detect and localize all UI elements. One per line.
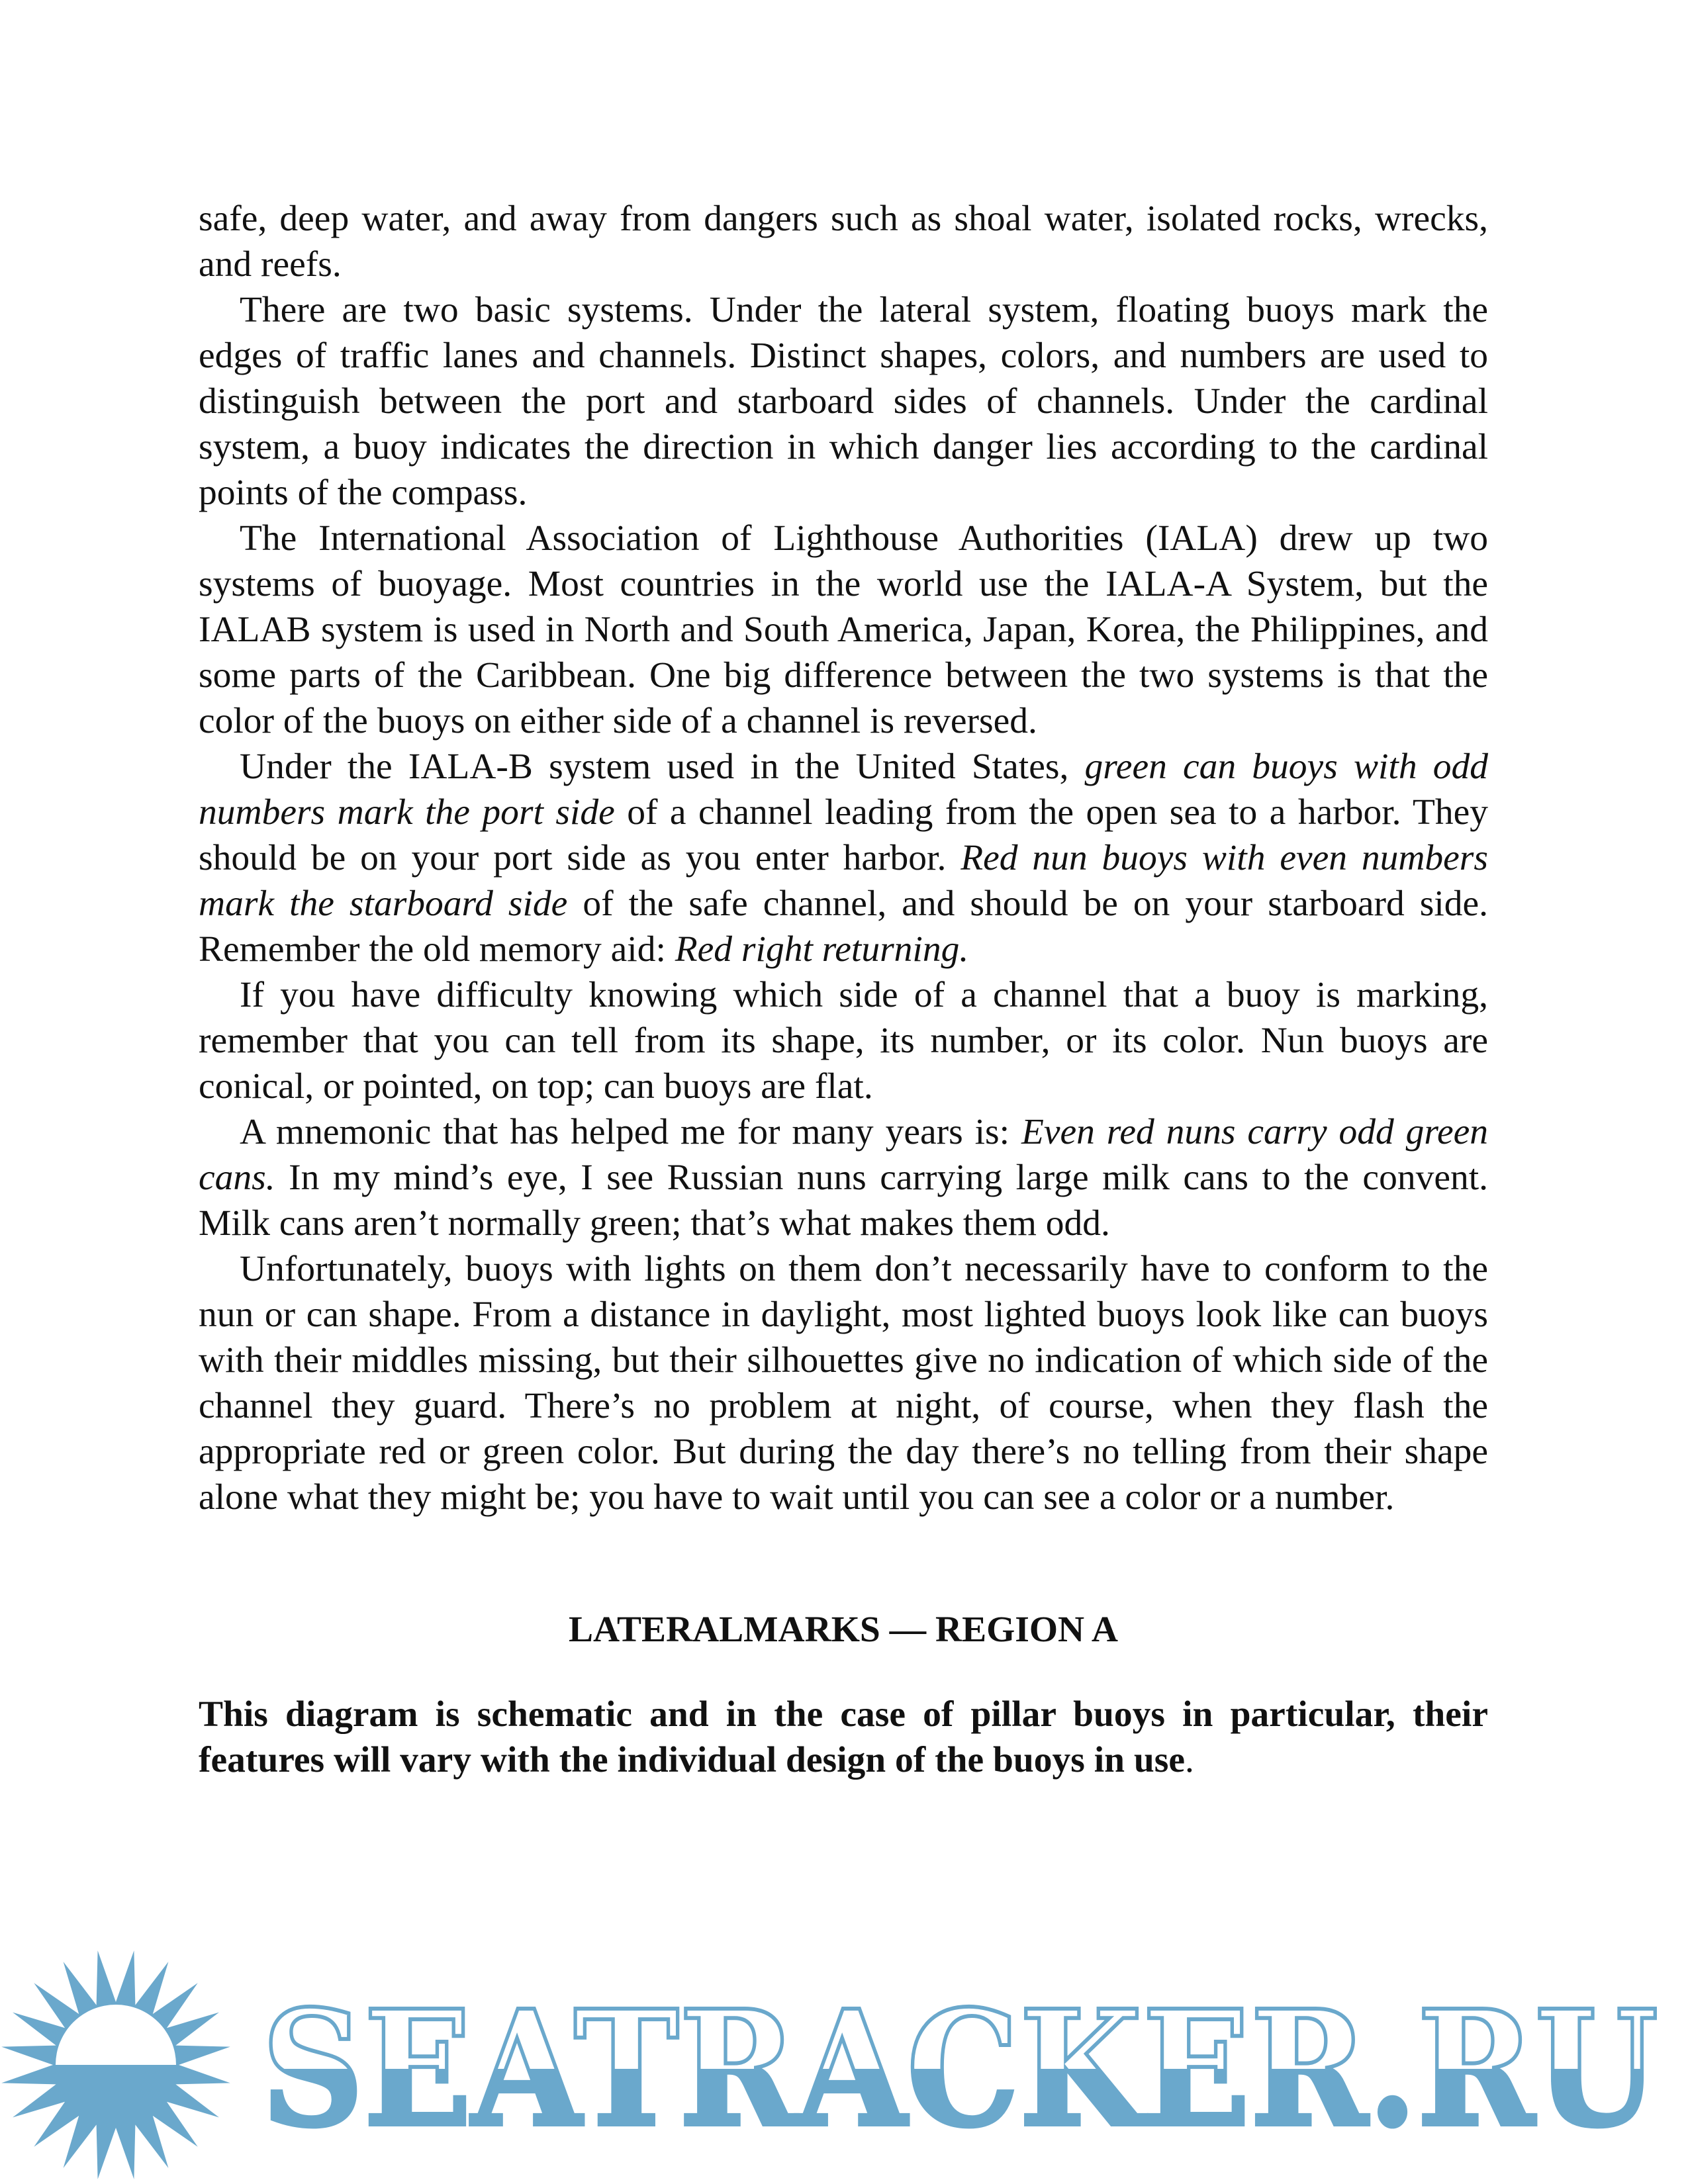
italic-phrase: Even red nuns carry odd green cans. (199, 1112, 1488, 1198)
paragraph (199, 196, 1488, 287)
italic-phrase: Red nun buoys with even numbers mark the starboard side (199, 838, 1489, 924)
text-run: The International Association of Lighthouse Authorities (IALA) drew up two systems of buoyage. Most countries in the world use the IALA-A System, but the IALAB system is used in North and South America, Japan, Korea, the Philippines, and some parts of the Caribbean. One big difference between the two systems is that the color of the buoys on either side of a channel is reversed. (199, 518, 1488, 741)
paragraph (199, 1109, 1488, 1246)
section-title: LATERALMARKS — REGION A (568, 1610, 1119, 1650)
text-run: of the safe channel, and should be on your starboard side. Remember the old memory aid: (199, 884, 1488, 970)
paragraph (199, 516, 1488, 744)
sun-icon (1, 1950, 230, 2179)
text-run: A mnemonic that has helped me for many years is: (240, 1112, 1021, 1152)
diagram-note (199, 1692, 1488, 1783)
text-run: There are two basic systems. Under the lateral system, floating buoys mark the edges of traffic lanes and channels. Distinct shapes, colors, and numbers are used to distinguish between the port and starboard sides of channels. Under the cardinal system, a buoy indicates the direction in which danger lies according to the cardinal points of the compass. (199, 290, 1488, 513)
seatracker-watermark (0, 1933, 1688, 2184)
italic-phrase: green can buoys with odd numbers mark the port side (199, 747, 1489, 833)
paragraph (199, 744, 1488, 972)
body-text (199, 196, 1488, 1520)
paragraph (199, 972, 1488, 1109)
diagram-note-period: . (1184, 1740, 1194, 1780)
text-run: In my mind’s eye, I see Russian nuns carrying large milk cans to the convent. Milk cans aren’t normally green; that’s what makes them odd. (199, 1158, 1488, 1244)
text-run: of a channel leading from the open sea to a harbor. They should be on your port side as you enter harbor. (199, 792, 1488, 878)
text-run: If you have difficulty knowing which side of a channel that a buoy is marking, remember that you can tell from its shape, its number, or its color. Nun buoys are conical, or pointed, on top; can buoys are flat. (199, 975, 1488, 1107)
italic-phrase: Red right returning. (675, 929, 969, 970)
text-run: safe, deep water, and away from dangers such as shoal water, isolated rocks, wrecks, and reefs. (199, 199, 1488, 285)
watermark-text: SEATRACKER.RU (261, 1976, 1658, 2162)
paragraph (199, 287, 1488, 516)
text-run: Under the IALA-B system used in the United States, (240, 747, 1085, 787)
sun-disc (56, 2005, 176, 2125)
paragraph (199, 1246, 1488, 1520)
text-run: Unfortunately, buoys with lights on them don’t necessarily have to conform to the nun or can shape. From a distance in daylight, most lighted buoys look like can buoys with their middles missing, but their silhouettes give no indication of which side of the channel they guard. There’s no problem at night, of course, when they flash the appropriate red or green color. But during the day there’s no telling from their shape alone what they might be; you have to wait until you can see a color or a number. (199, 1249, 1488, 1518)
diagram-note-bold: This diagram is schematic and in the case of pillar buoys in particular, their features will vary with the individual design of the buoys in use (199, 1694, 1488, 1780)
